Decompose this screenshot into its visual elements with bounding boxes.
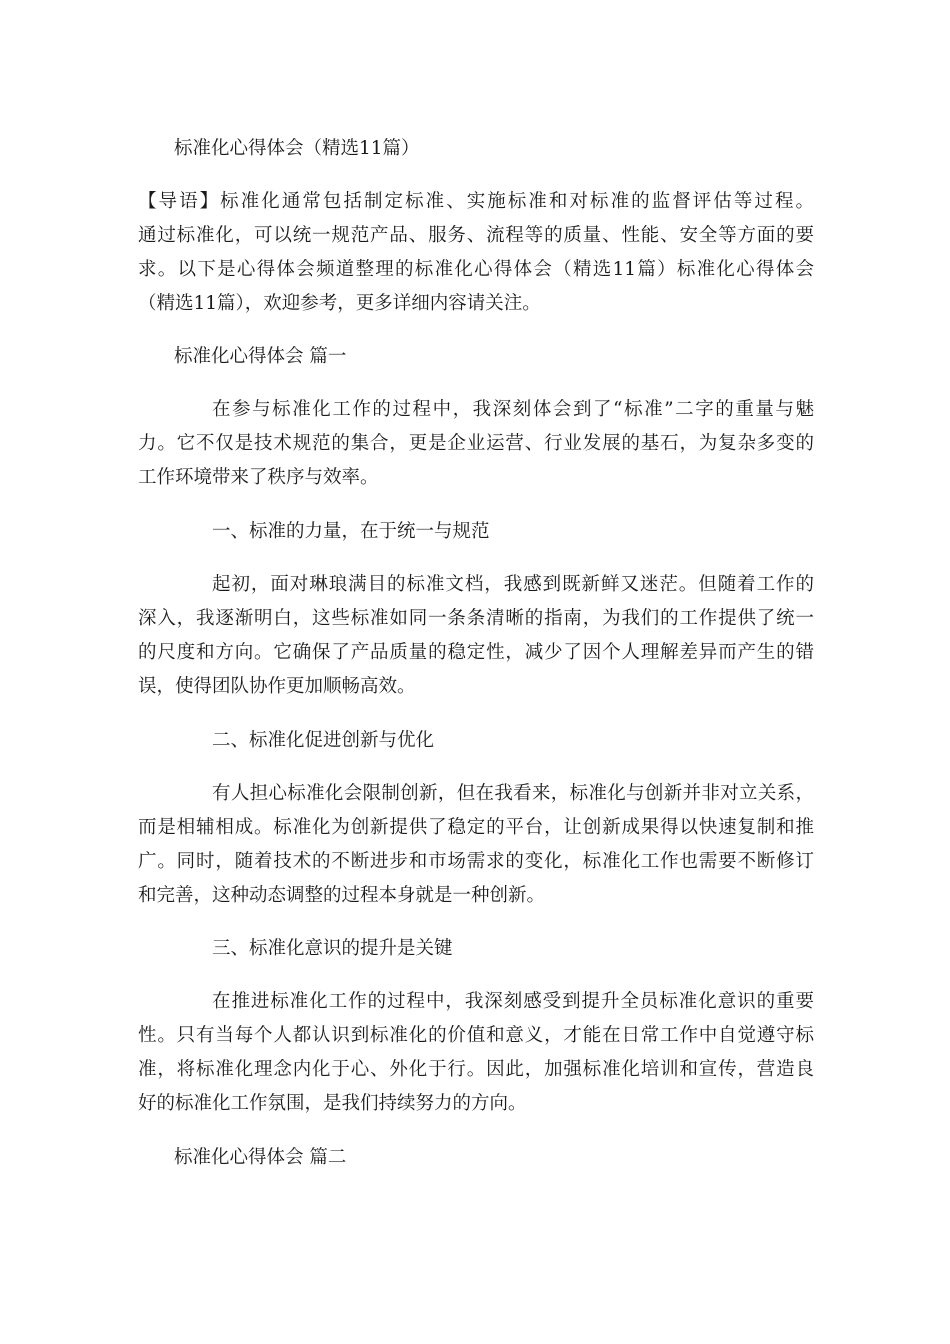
paragraph-line: 误，使得团队协作更加顺畅高效。 — [138, 676, 416, 697]
paragraph-3 — [138, 777, 814, 913]
paragraph-line: 在参与标准化工作的过程中，我深刻体会到了“标准”二字的重量与魅 — [212, 399, 814, 420]
intro-paragraph — [138, 185, 814, 321]
paragraph-line: 有人担心标准化会限制创新，但在我看来，标准化与创新并非对立关系， — [212, 783, 814, 804]
intro-line: 【导语】标准化通常包括制定标准、实施标准和对标准的监督评估等过程。 — [138, 191, 814, 212]
paragraph-line: 准，将标准化理念内化于心、外化于行。因此，加强标准化培训和宣传，营造良 — [138, 1059, 814, 1080]
document-title: 标准化心得体会（精选11篇） — [174, 138, 420, 159]
subheading-3: 三、标准化意识的提升是关键 — [212, 938, 453, 959]
intro-line: （精选11篇），欢迎参考，更多详细内容请关注。 — [138, 293, 541, 314]
paragraph-line: 工作环境带来了秩序与效率。 — [138, 467, 379, 488]
paragraph-1 — [138, 393, 814, 495]
paragraph-line: 力。它不仅是技术规范的集合，更是企业运营、行业发展的基石，为复杂多变的 — [138, 433, 814, 454]
intro-line: 求。以下是心得体会频道整理的标准化心得体会（精选11篇）标准化心得体会 — [138, 259, 814, 280]
section-title-1: 标准化心得体会 篇一 — [174, 346, 347, 367]
paragraph-line: 的尺度和方向。它确保了产品质量的稳定性，减少了因个人理解差异而产生的错 — [138, 642, 814, 663]
paragraph-line: 好的标准化工作氛围，是我们持续努力的方向。 — [138, 1093, 527, 1114]
intro-line: 通过标准化，可以统一规范产品、服务、流程等的质量、性能、安全等方面的要 — [138, 225, 814, 246]
subheading-1: 一、标准的力量，在于统一与规范 — [212, 521, 490, 542]
section-title-2: 标准化心得体会 篇二 — [174, 1147, 347, 1168]
paragraph-line: 深入，我逐渐明白，这些标准如同一条条清晰的指南，为我们的工作提供了统一 — [138, 608, 814, 629]
paragraph-2 — [138, 568, 814, 704]
paragraph-line: 在推进标准化工作的过程中，我深刻感受到提升全员标准化意识的重要 — [212, 991, 814, 1012]
paragraph-line: 广。同时，随着技术的不断进步和市场需求的变化，标准化工作也需要不断修订 — [138, 851, 814, 872]
subheading-2: 二、标准化促进创新与优化 — [212, 730, 435, 751]
paragraph-line: 而是相辅相成。标准化为创新提供了稳定的平台，让创新成果得以快速复制和推 — [138, 817, 814, 838]
paragraph-4 — [138, 985, 814, 1121]
paragraph-line: 起初，面对琳琅满目的标准文档，我感到既新鲜又迷茫。但随着工作的 — [212, 574, 814, 595]
paragraph-line: 性。只有当每个人都认识到标准化的价值和意义，才能在日常工作中自觉遵守标 — [138, 1025, 814, 1046]
paragraph-line: 和完善，这种动态调整的过程本身就是一种创新。 — [138, 885, 546, 906]
